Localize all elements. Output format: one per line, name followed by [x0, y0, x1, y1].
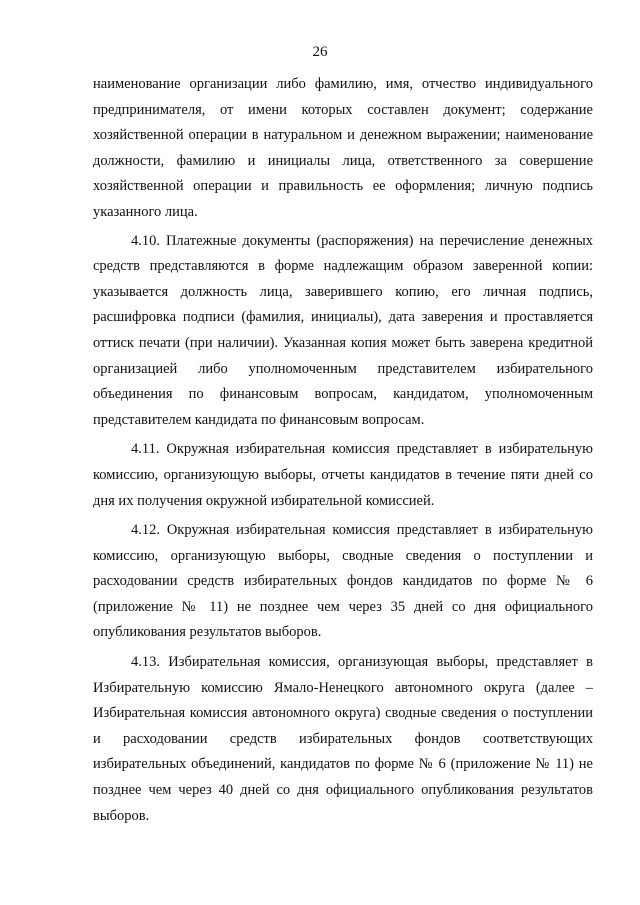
document-body — [93, 72, 593, 829]
paragraph-4-12: 4.12. Окружная избирательная комиссия представляет в избирательную комиссию, организующую выборы, сводные сведения о поступлении и расходовании средств избирательных фондов кандидатов по форме № 6 (приложение № 11) не позднее чем через 35 дней со дня официального опубликования результатов выборов. — [93, 522, 593, 641]
paragraph-continuation: наименование организации либо фамилию, имя, отчество индивидуального предпринимателя, от имени которых составлен документ; содержание хозяйственной операции в натуральном и денежном выражении; наименование должности, фамилию и инициалы лица, ответственного за совершение хозяйственной операции и правильность ее оформления; личную подпись указанного лица. — [93, 76, 593, 220]
paragraph-4-13: 4.13. Избирательная комиссия, организующая выборы, представляет в Избирательную комиссию Ямало-Ненецкого автономного округа (далее – Избирательная комиссия автономного округа) сводные сведения о поступлении и расходовании средств избирательных фондов соответствующих избирательных объединений, кандидатов по форме № 6 (приложение № 11) не позднее чем через 40 дней со дня официального опубликования результатов выборов. — [93, 654, 593, 824]
page-number: 26 — [312, 44, 328, 60]
paragraph-4-10: 4.10. Платежные документы (распоряжения) на перечисление денежных средств представляются в форме надлежащим образом заверенной копии: указывается должность лица, заверившего копию, его личная подпись, расшифровка подписи (фамилия, инициалы), дата заверения и проставляется оттиск печати (при наличии). Указанная копия может быть заверена кредитной организацией либо уполномоченным представителем избирательного объединения по финансовым вопросам, кандидатом, уполномоченным представителем кандидата по финансовым вопросам. — [93, 232, 593, 428]
paragraph-4-11: 4.11. Окружная избирательная комиссия представляет в избирательную комиссию, организующую выборы, отчеты кандидатов в течение пяти дней со дня их получения окружной избирательной комиссией. — [93, 441, 593, 509]
